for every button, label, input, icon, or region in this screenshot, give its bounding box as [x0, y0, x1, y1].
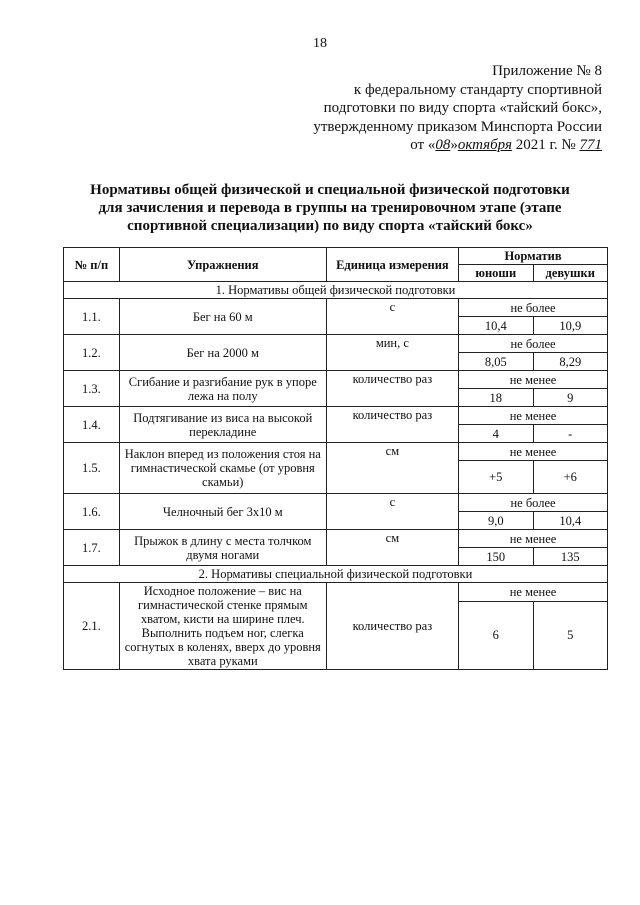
date-day: 08 [435, 137, 451, 153]
row-num: 1.1. [64, 299, 120, 335]
row-girls-value: 10,4 [533, 512, 607, 530]
appendix-date-line [272, 136, 602, 155]
row-exercise: Бег на 60 м [119, 299, 326, 335]
section-1-title: 1. Нормативы общей физической подготовки [64, 282, 608, 299]
row-qualifier: не менее [459, 530, 608, 548]
table-row [64, 583, 608, 602]
row-exercise: Наклон вперед из положения стоя на гимнастической скамье (от уровня скамьи) [119, 443, 326, 494]
row-boys-value: 6 [459, 601, 533, 669]
row-num: 1.5. [64, 443, 120, 494]
row-girls-value: 9 [533, 389, 607, 407]
table-row [64, 335, 608, 353]
row-girls-value: 5 [533, 601, 607, 669]
row-exercise: Сгибание и разгибание рук в упоре лежа на полу [119, 371, 326, 407]
table-row [64, 299, 608, 317]
row-exercise: Челночный бег 3x10 м [119, 494, 326, 530]
table-header-row [64, 248, 608, 265]
date-prefix: от « [410, 137, 436, 153]
appendix-line-4: утвержденному приказом Минспорта России [313, 118, 602, 135]
section-row [64, 566, 608, 583]
row-boys-value: 10,4 [459, 317, 533, 335]
row-girls-value: - [533, 425, 607, 443]
row-exercise: Бег на 2000 м [119, 335, 326, 371]
header-girls: девушки [533, 265, 607, 282]
section-row [64, 282, 608, 299]
row-num: 1.3. [64, 371, 120, 407]
appendix-title: Приложение № 8 [492, 63, 602, 79]
row-num: 1.6. [64, 494, 120, 530]
appendix-header [272, 62, 602, 155]
title-line-3: спортивной специализации) по виду спорта «тайский бокс» [127, 218, 533, 234]
row-boys-value: 18 [459, 389, 533, 407]
row-qualifier: не менее [459, 583, 608, 602]
title-line-2: для зачисления и перевода в группы на тренировочном этапе (этапе [98, 200, 562, 216]
row-boys-value: 4 [459, 425, 533, 443]
row-unit: см [326, 443, 458, 494]
row-qualifier: не более [459, 299, 608, 317]
document-title [60, 181, 600, 235]
date-sep: » [450, 137, 458, 153]
row-exercise: Прыжок в длину с места толчком двумя ногами [119, 530, 326, 566]
row-exercise: Исходное положение – вис на гимнастической стенке прямым хватом, кисти на ширине плеч. Выполнить подъем ног, слегка согнутых в коленях, вверх до уровня хвата руками [119, 583, 326, 670]
row-unit: количество раз [326, 583, 458, 670]
header-unit: Единица измерения [326, 248, 458, 282]
row-girls-value: +6 [533, 461, 607, 494]
row-girls-value: 135 [533, 548, 607, 566]
row-boys-value: +5 [459, 461, 533, 494]
header-exercise: Упражнения [119, 248, 326, 282]
row-boys-value: 150 [459, 548, 533, 566]
row-unit: количество раз [326, 407, 458, 443]
row-qualifier: не менее [459, 443, 608, 461]
header-norm: Норматив [459, 248, 608, 265]
appendix-line-3: подготовки по виду спорта «тайский бокс», [323, 100, 602, 116]
row-unit: количество раз [326, 371, 458, 407]
row-unit: мин, с [326, 335, 458, 371]
row-num: 1.2. [64, 335, 120, 371]
header-num: № п/п [64, 248, 120, 282]
row-num: 1.4. [64, 407, 120, 443]
section-2-title: 2. Нормативы специальной физической подготовки [64, 566, 608, 583]
norms-table [63, 247, 608, 670]
row-num: 2.1. [64, 583, 120, 670]
order-number: 771 [579, 137, 602, 153]
row-girls-value: 10,9 [533, 317, 607, 335]
table-row [64, 494, 608, 512]
row-girls-value: 8,29 [533, 353, 607, 371]
date-year: 2021 г. № [515, 137, 576, 153]
row-unit: см [326, 530, 458, 566]
row-num: 1.7. [64, 530, 120, 566]
table-row [64, 530, 608, 548]
title-line-1: Нормативы общей физической и специальной физической подготовки [90, 182, 570, 198]
row-boys-value: 9,0 [459, 512, 533, 530]
row-unit: с [326, 494, 458, 530]
row-qualifier: не более [459, 335, 608, 353]
table-row [64, 443, 608, 461]
row-unit: с [326, 299, 458, 335]
row-exercise: Подтягивание из виса на высокой перекладине [119, 407, 326, 443]
table-row [64, 407, 608, 425]
row-qualifier: не менее [459, 407, 608, 425]
row-qualifier: не менее [459, 371, 608, 389]
header-boys: юноши [459, 265, 533, 282]
row-boys-value: 8,05 [459, 353, 533, 371]
table-row [64, 371, 608, 389]
page-number: 18 [313, 36, 327, 51]
date-month: октября [457, 137, 512, 153]
row-qualifier: не более [459, 494, 608, 512]
appendix-line-2: к федеральному стандарту спортивной [353, 81, 602, 98]
